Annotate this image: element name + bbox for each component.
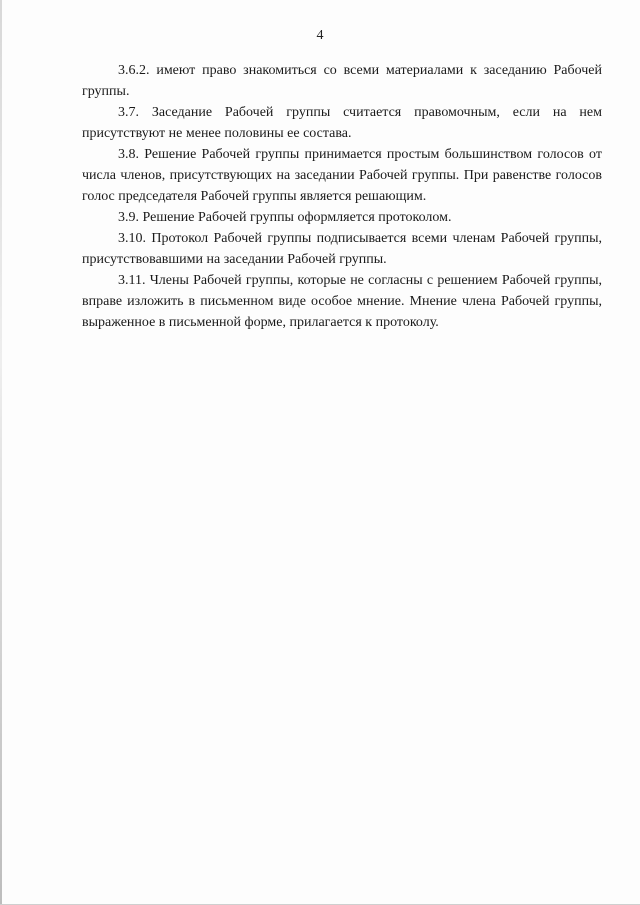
page-number: 4 (316, 28, 324, 43)
paragraph-3-10: 3.10. Протокол Рабочей группы подписывается всеми членам Рабочей группы, присутствовавшими на заседании Рабочей группы. (82, 231, 602, 267)
paragraph-3-6-2: 3.6.2. имеют право знакомиться со всеми материалами к заседанию Рабочей группы. (82, 63, 602, 99)
paragraph-3-9: 3.9. Решение Рабочей группы оформляется протоколом. (118, 210, 452, 225)
scan-edge (0, 0, 2, 905)
paragraph-3-7: 3.7. Заседание Рабочей группы считается правомочным, если на нем присутствуют не менее половины ее состава. (82, 105, 602, 141)
paragraph-3-8: 3.8. Решение Рабочей группы принимается простым большинством голосов от числа членов, присутствующих на заседании Рабочей группы. При равенстве голосов голос председателя Рабочей группы является решающим. (82, 147, 602, 204)
paragraph-3-11: 3.11. Члены Рабочей группы, которые не согласны с решением Рабочей группы, вправе изложить в письменном виде особое мнение. Мнение члена Рабочей группы, выраженное в письменной форме, прилагается к протоколу. (82, 273, 602, 330)
document-body (82, 60, 602, 333)
